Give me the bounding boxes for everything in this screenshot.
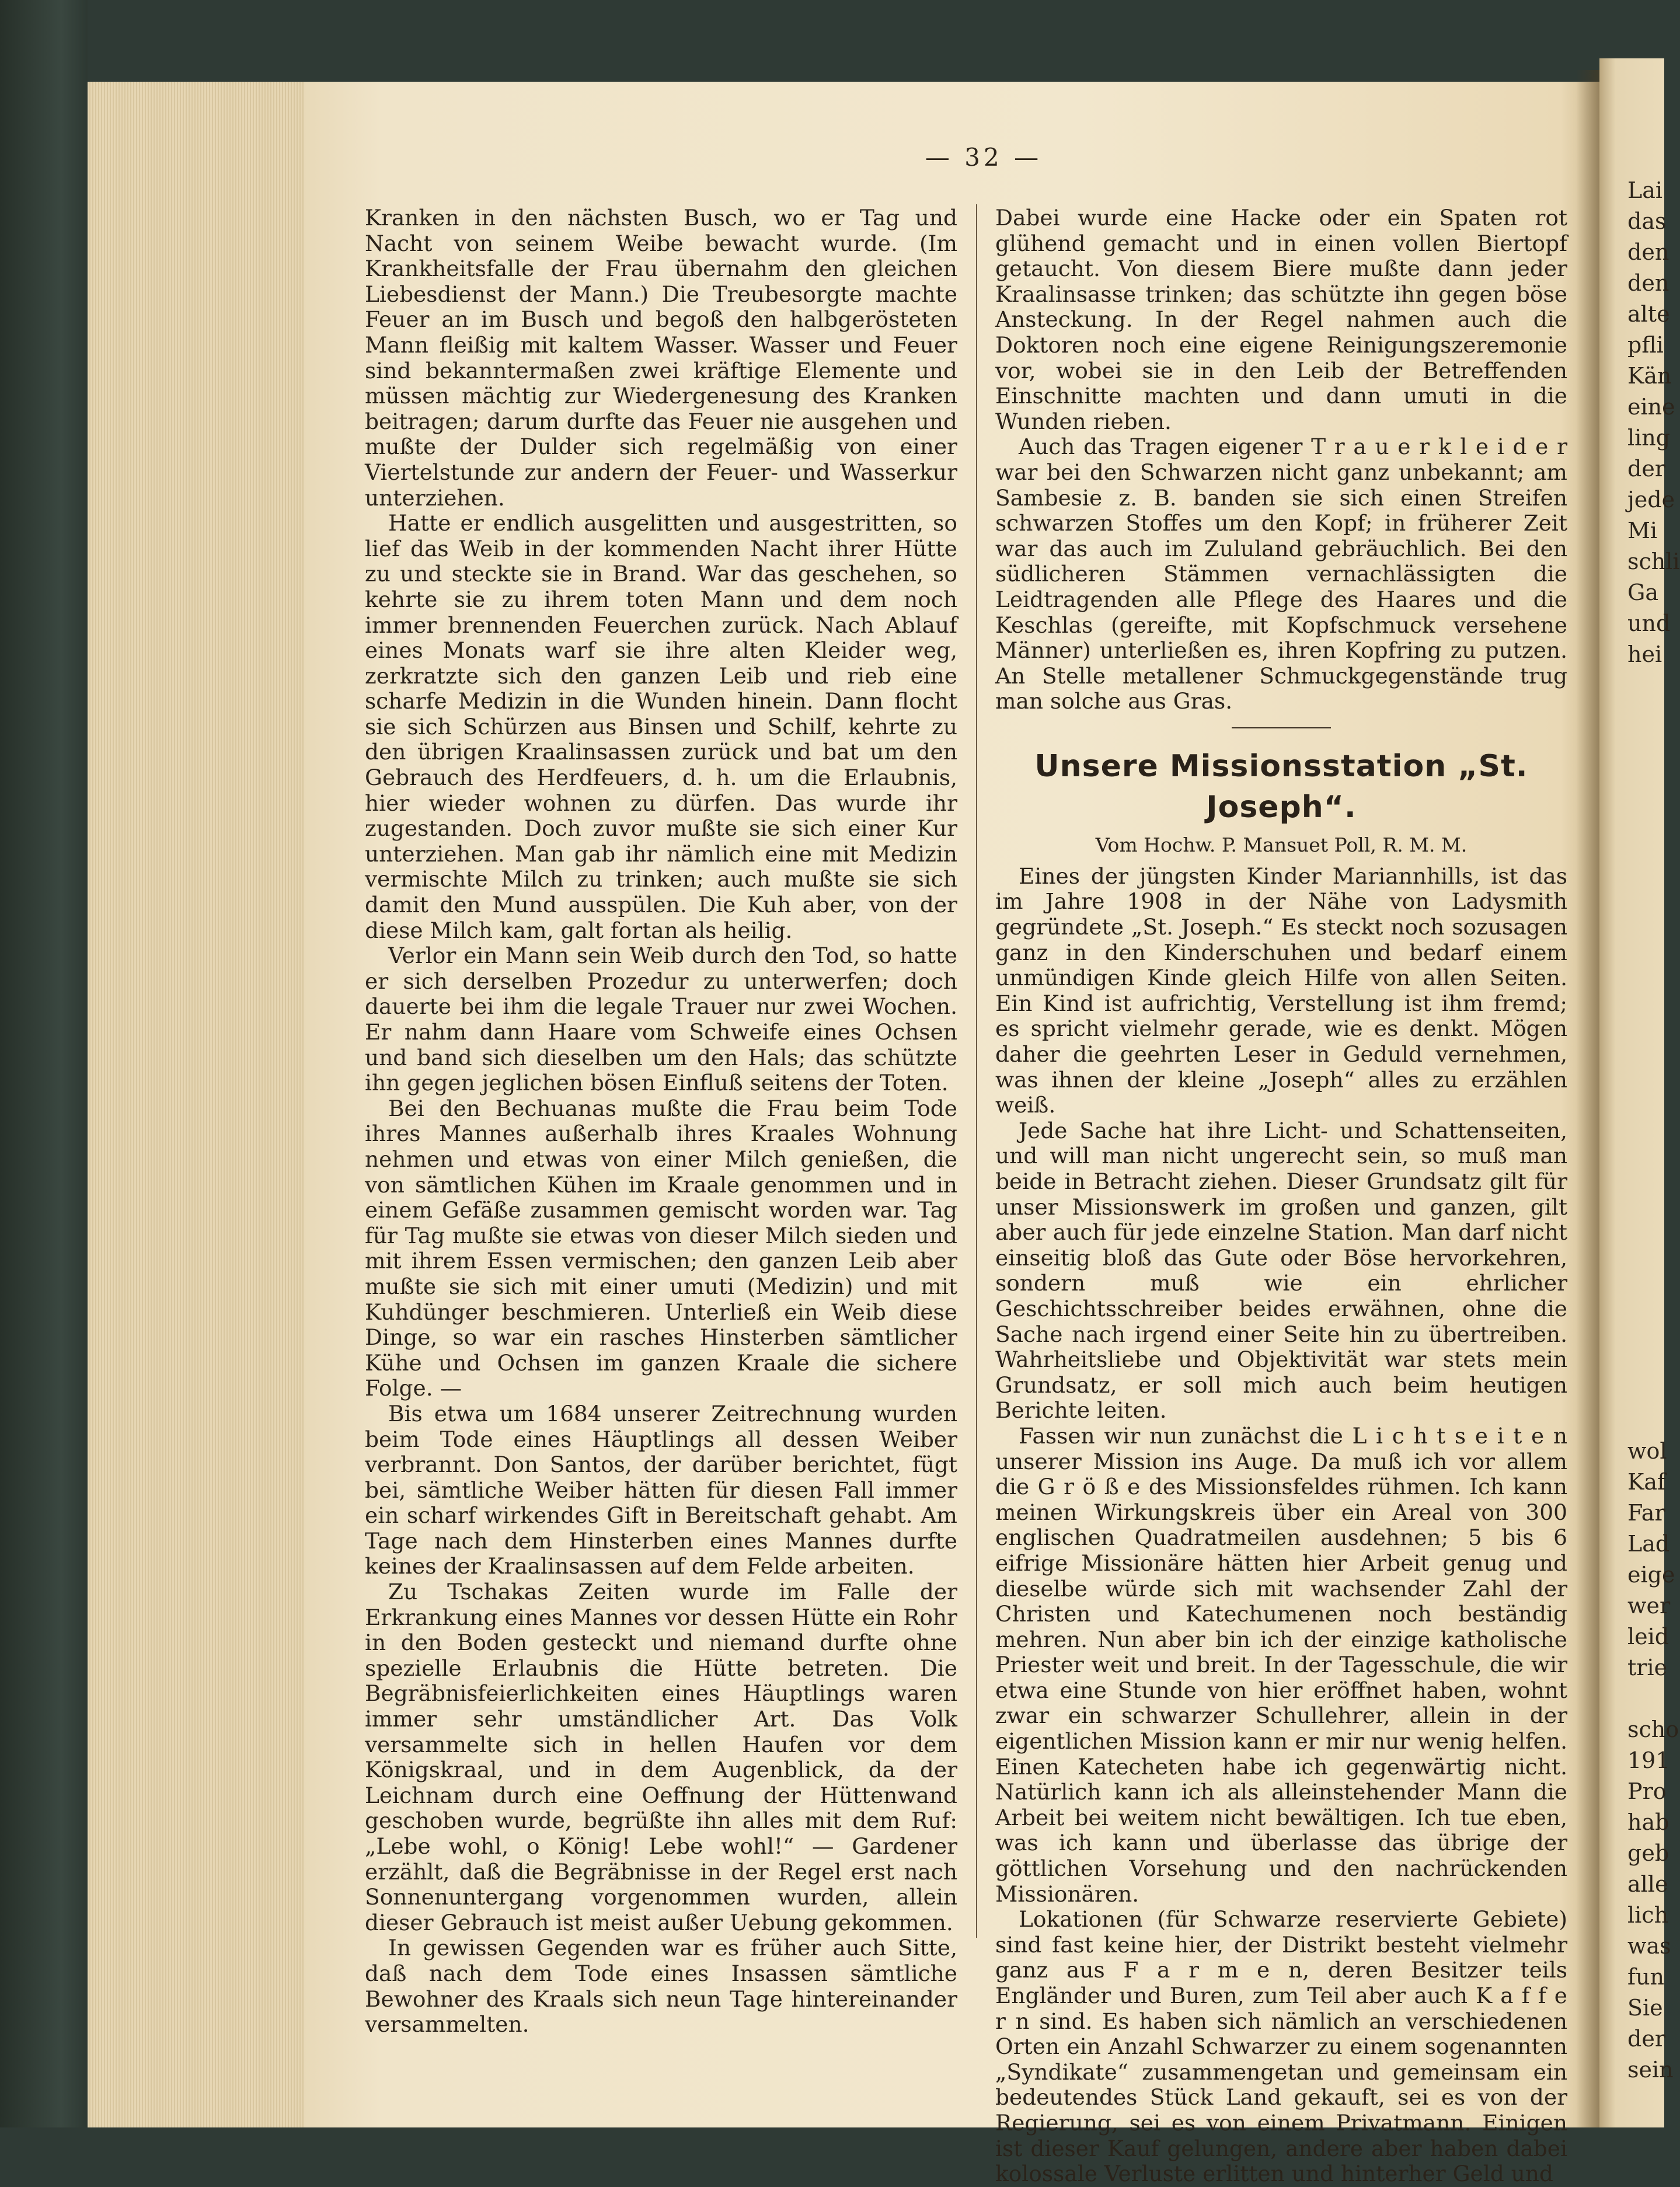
- next-page-fragment-bottom: [1627, 1436, 1679, 2085]
- book-binding: [0, 0, 88, 2127]
- next-page-word: leid: [1627, 1624, 1669, 1649]
- next-page-word: den: [1627, 239, 1669, 265]
- next-page-word: das: [1627, 208, 1667, 234]
- next-page-word: der: [1627, 2026, 1665, 2052]
- column-rule: [976, 204, 977, 1938]
- next-page-word: jede: [1627, 487, 1675, 512]
- next-page-word: Ga: [1627, 580, 1659, 605]
- next-page-word: eine: [1627, 394, 1675, 420]
- right-column-continuation: [995, 205, 1567, 714]
- paragraph: Hatte er endlich ausgelitten und ausgestritten, so lief das Weib in der kommenden Nacht ihrer Hütte zu und steckte sie in Brand. War das geschehen, so kehrte sie zu ihrem toten Mann und dem noch immer brennenden Feuerchen zurück. Nach Ablauf eines Monats warf sie ihre alten Kleider weg, zerkratzte sich den ganzen Leib und rieb eine scharfe Medizin in die Wunden hinein. Dann flocht sie sich Schürzen aus Binsen und Schilf, kehrte zu den übrigen Kraalinsassen zurück und bat um den Gebrauch des Herdfeuers, d. h. um die Erlaubnis, hier wieder wohnen zu dürfen. Das wurde ihr zugestanden. Doch zuvor mußte sie sich einer Kur unterziehen. Man gab ihr nämlich eine mit Medizin vermischte Milch zu trinken; auch mußte sie sich damit den Mund ausspülen. Die Kuh aber, von der diese Milch kam, galt fortan als heilig.: [365, 510, 957, 943]
- next-page-word: Mi: [1627, 518, 1658, 543]
- article-byline: Vom Hochw. P. Mansuet Poll, R. M. M.: [1095, 833, 1468, 856]
- next-page-word: ling: [1627, 425, 1671, 451]
- next-page-word: alle: [1627, 1871, 1668, 1897]
- next-page-word: fun: [1627, 1964, 1665, 1990]
- paragraph: Verlor ein Mann sein Weib durch den Tod, so hatte er sich derselben Prozedur zu unterwerfen; doch dauerte bei ihm die legale Trauer nur zwei Wochen. Er nahm dann Haare vom Schweife eines Ochsen und band sich dieselben um den Hals; das schützte ihn gegen jeglichen bösen Einfluß seitens der Toten.: [365, 943, 957, 1096]
- paragraph: Eines der jüngsten Kinder Mariannhills, ist das im Jahre 1908 in der Nähe von Ladysmith gegründete „St. Joseph.“ Es steckt noch sozusagen ganz in den Kinderschuhen und bedarf einem unmündigen Kinde gleich Hilfe von allen Seiten. Ein Kind ist aufrichtig, Verstellung ist ihm fremd; es spricht vielmehr gerade, wie es denkt. Mögen daher die geehrten Leser in Geduld vernehmen, was ihnen der kleine „Joseph“ alles zu erzählen weiß.: [995, 863, 1567, 1118]
- next-page-word: alte: [1627, 301, 1670, 327]
- next-page-word: und: [1627, 611, 1671, 636]
- next-page-word: geb: [1627, 1840, 1669, 1866]
- next-page-word: Far: [1627, 1500, 1665, 1526]
- next-page-word: der: [1627, 456, 1665, 482]
- article-body: [995, 864, 1567, 2187]
- next-page-word: Lai: [1627, 177, 1663, 203]
- paragraph: Bei den Bechuanas mußte die Frau beim Tode ihres Mannes außerhalb ihres Kraales Wohnung nehmen und etwas von einer Milch genießen, die von sämtlichen Kühen im Kraale genommen und in einem Gefäße zusammen gemischt worden war. Tag für Tag mußte sie etwas von dieser Milch sieden und mit ihrem Essen vermischen; den ganzen Leib aber mußte sie sich mit einer umuti (Medizin) und mit Kuhdünger beschmieren. Unterließ ein Weib diese Dinge, so war ein rasches Hinsterben sämtlicher Kühe und Ochsen im ganzen Kraale die sichere Folge. —: [365, 1095, 957, 1401]
- next-page-word: trie: [1627, 1655, 1668, 1680]
- paragraph: Dabei wurde eine Hacke oder ein Spaten rot glühend gemacht und in einen vollen Biertopf getaucht. Von diesem Biere mußte dann jeder Kraalinsasse trinken; das schützte ihn gegen böse Ansteckung. In der Regel nahmen auch die Doktoren noch eine eigene Reinigungszeremonie vor, wobei sie in den Leib der Betreffenden Einschnitte machten und dann umuti in die Wunden rieben.: [995, 205, 1567, 434]
- next-page-fragment-top: [1627, 175, 1680, 670]
- next-page-word: wer: [1627, 1593, 1671, 1619]
- paragraph: Zu Tschakas Zeiten wurde im Falle der Erkrankung eines Mannes vor dessen Hütte ein Rohr in den Boden gesteckt und niemand durfte ohne spezielle Erlaubnis die Hütte betreten. Die Begräbnisfeierlichkeiten eines Häuptlings waren immer sehr umständlicher Art. Das Volk versammelte sich in hellen Haufen vor dem Königskraal, und in dem Augenblick, da der Leichnam durch eine Oeffnung der Hüttenwand geschoben wurde, begrüßte ihn alles mit dem Ruf: „Lebe wohl, o König! Lebe wohl!“ — Gardener erzählt, daß die Begräbnisse in der Regel erst nach Sonnenuntergang vorgenommen wurden, allein dieser Gebrauch ist meist außer Uebung gekommen.: [365, 1579, 957, 1935]
- next-page-word: Lad: [1627, 1531, 1670, 1557]
- next-page-word: 191: [1627, 1747, 1670, 1773]
- page-number: — 32 —: [925, 143, 1043, 172]
- next-page-word: hei: [1627, 641, 1662, 667]
- next-page-word: Sie: [1627, 1995, 1663, 2021]
- next-page-word: Kän: [1627, 363, 1672, 389]
- next-page-word: schli: [1627, 549, 1680, 574]
- next-page-word: hab: [1627, 1809, 1669, 1835]
- next-page-word: pfli: [1627, 332, 1664, 358]
- next-page-word: sein: [1627, 2057, 1674, 2083]
- paragraph: Bis etwa um 1684 unserer Zeitrechnung wurden beim Tode eines Häuptlings all dessen Weiber verbrannt. Don Santos, der darüber berichtet, fügt bei, sämtliche Weiber hätten für diesen Fall immer ein scharf wirkendes Gift in Bereitschaft gehabt. Am Tage nach dem Hinsterben eines Mannes durfte keines der Kraalinsassen auf dem Felde arbeiten.: [365, 1400, 957, 1579]
- paragraph: Auch das Tragen eigener T r a u e r k l e i d e r war bei den Schwarzen nicht ganz unbekannt; am Sambesie z. B. banden sie sich einen Streifen schwarzen Stoffes um den Kopf; in früherer Zeit war das auch im Zululand gebräuchlich. Bei den südlicheren Stämmen vernachlässigten die Leidtragenden alle Pflege des Haares und die Keschlas (gereifte, mit Kopfschmuck versehene Männer) unterließen es, ihren Kopfring zu putzen. An Stelle metallener Schmuckgegenstände trug man solche aus Gras.: [995, 434, 1567, 714]
- paragraph: Kranken in den nächsten Busch, wo er Tag und Nacht von seinem Weibe bewacht wurde. (Im Krankheitsfalle der Frau übernahm den gleichen Liebesdienst der Mann.) Die Treubesorgte machte Feuer an im Busch und begoß den halbgerösteten Mann fleißig mit kaltem Wasser. Wasser und Feuer sind bekanntermaßen zwei kräftige Elemente und müssen mächtig zur Wiedergenesung des Kranken beitragen; darum durfte das Feuer nie ausgehen und mußte der Dulder sich regelmäßig von einer Viertelstunde zur andern der Feuer- und Wasserkur unterziehen.: [365, 205, 957, 511]
- paragraph: In gewissen Gegenden war es früher auch Sitte, daß nach dem Tode eines Insassen sämtliche Bewohner des Kraals sich neun Tage hintereinander versammelten.: [365, 1935, 957, 2038]
- next-page-word: [1627, 1683, 1679, 1714]
- paragraph: Lokationen (für Schwarze reservierte Gebiete) sind fast keine hier, der Distrikt besteht vielmehr ganz aus F a r m e n, deren Besitzer teils Engländer und Buren, zum Teil aber auch K a f f e r n sind. Es haben sich nämlich an verschiedenen Orten ein Anzahl Schwarzer zu einem sogenannten „Syndikate“ zusammengetan und gemeinsam ein bedeutendes Stück Land gekauft, sei es von der Regierung, sei es von einem Privatmann. Einigen ist dieser Kauf gelungen, andere aber haben dabei kolossale Verluste erlitten und hinterher Geld und: [995, 1906, 1567, 2187]
- next-page-word: den: [1627, 270, 1669, 296]
- next-page-word: wol: [1627, 1438, 1667, 1464]
- article-title: Unsere Missionsstation „St. Joseph“.: [1034, 748, 1528, 825]
- right-column: [995, 205, 1567, 2187]
- left-column: [365, 205, 957, 2091]
- next-page-word: Pro: [1627, 1778, 1667, 1804]
- next-page-word: scho: [1627, 1717, 1679, 1742]
- page-edges: [88, 82, 304, 2127]
- next-page-word: Kaf: [1627, 1469, 1666, 1495]
- paragraph: Jede Sache hat ihre Licht- und Schattenseiten, und will man nicht ungerecht sein, so muß man beide in Betracht ziehen. Dieser Grundsatz gilt für unser Missionswerk im großen und ganzen, gilt aber auch für jede einzelne Station. Man darf nicht einseitig bloß das Gute oder Böse hervorkehren, sondern muß wie ein ehrlicher Geschichtsschreiber beides erwähnen, ohne die Sache nach irgend einer Seite hin zu übertreiben. Wahrheitsliebe und Objektivität war stets mein Grundsatz, er soll mich auch beim heutigen Berichte leiten.: [995, 1117, 1567, 1424]
- next-page-word: lich: [1627, 1902, 1669, 1928]
- section-divider: [1232, 727, 1331, 728]
- next-page-word: was: [1627, 1933, 1671, 1959]
- next-page-edge: [1599, 58, 1680, 2127]
- gutter-shadow: [1576, 70, 1599, 2127]
- next-page-word: eige: [1627, 1562, 1675, 1588]
- paragraph: Fassen wir nun zunächst die L i c h t s e i t e n unserer Mission ins Auge. Da muß ich vor allem die G r ö ß e des Missionsfeldes rühmen. Ich kann meinen Wirkungskreis über ein Areal von 300 englischen Quadratmeilen ausdehnen; 5 bis 6 eifrige Missionäre hätten hier Arbeit genug und dieselbe würde sich mit wachsender Zahl der Christen und Katechumenen noch beständig mehren. Nun aber bin ich der einzige katholische Priester weit und breit. In der Tagesschule, die wir etwa eine Stunde von hier eröffnet haben, wohnt zwar ein schwarzer Schullehrer, allein in der eigentlichen Mission kann er mir nur wenig helfen. Einen Katecheten habe ich gegenwärtig nicht. Natürlich kann ich als alleinstehender Mann die Arbeit bei weitem nicht bewältigen. Ich tue eben, was ich kann und überlasse das übrige der göttlichen Vorsehung und den nachrückenden Missionären.: [995, 1422, 1567, 1907]
